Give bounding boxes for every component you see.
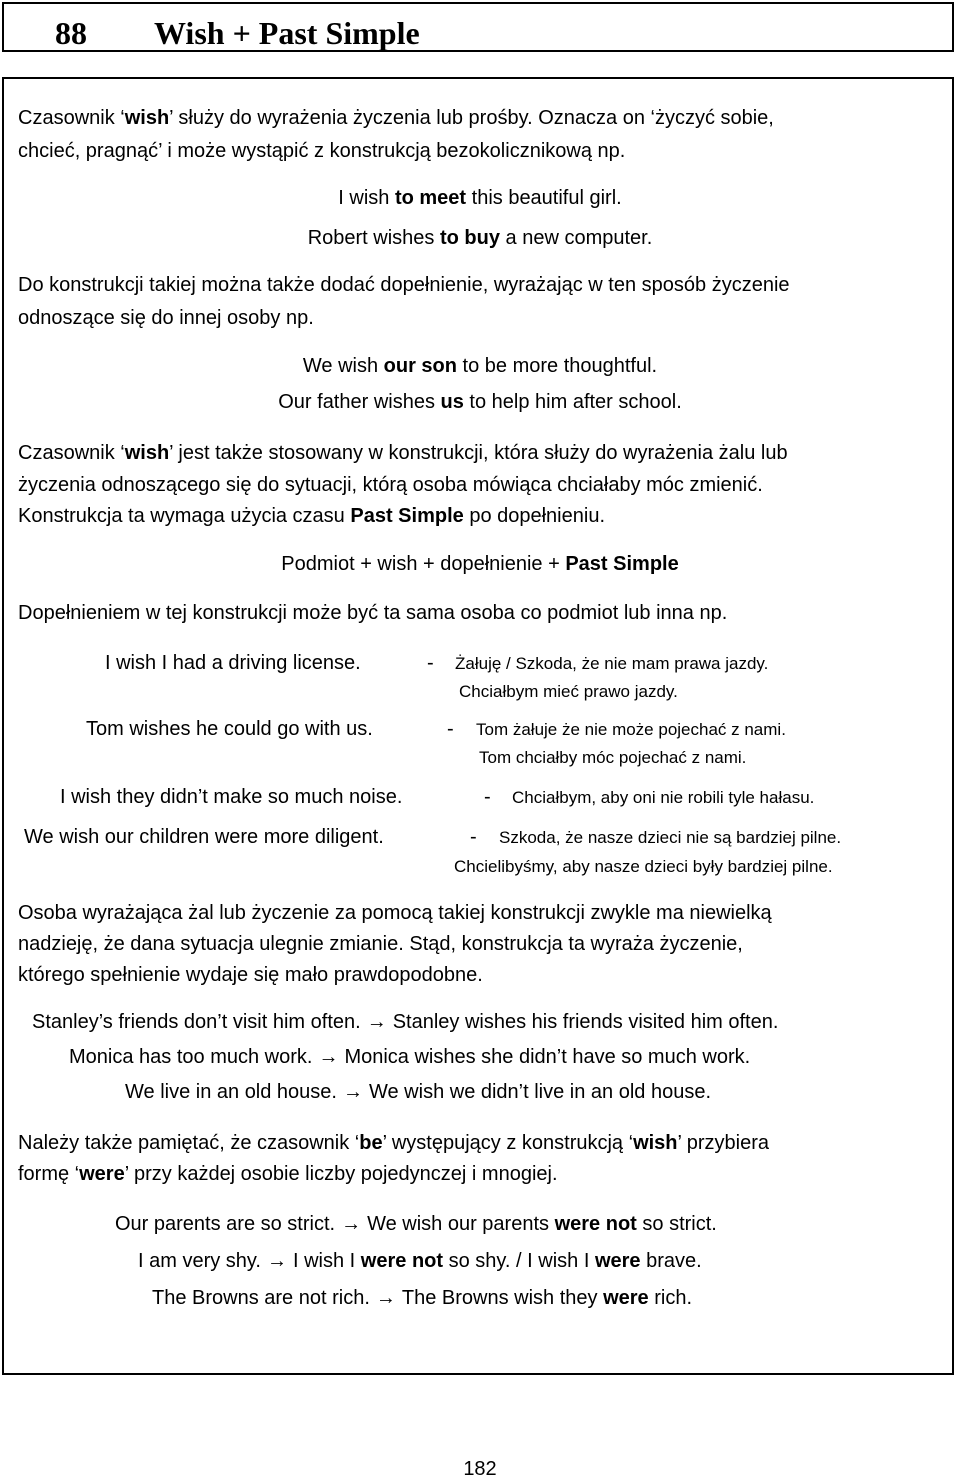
hope-line-3: którego spełnienie wydaje się mało prawdopodobne.	[18, 964, 483, 986]
regret-line-3: Konstrukcja ta wymaga użycia czasu Past Simple po dopełnieniu.	[18, 505, 605, 527]
hope-line-1: Osoba wyrażająca żal lub życzenie za pomocą takiej konstrukcji zwykle ma niewielką	[18, 902, 772, 924]
example-past-pl: Tom chciałby móc pojechać z nami.	[479, 748, 747, 767]
dash: -	[447, 718, 454, 740]
intro-line-1: Czasownik ‘wish’ służy do wyrażenia życzenia lub prośby. Oznacza on ‘życzyć sobie,	[18, 107, 774, 129]
example-arrow: We live in an old house. → We wish we didn’t live in an old house.	[125, 1081, 712, 1103]
example-arrow: Monica has too much work. → Monica wishes she didn’t have so much work.	[69, 1046, 751, 1068]
lesson-title: Wish + Past Simple	[154, 15, 420, 51]
arrow-right-icon: →	[342, 1081, 363, 1103]
example-past-pl: Chciałbym, aby oni nie robili tyle hałasu.	[512, 788, 815, 807]
be-note-line-2: formę ‘were’ przy każdej osobie liczby pojedynczej i mnogiej.	[18, 1163, 558, 1185]
subject-note: Dopełnieniem w tej konstrukcji może być ta sama osoba co podmiot lub inna np.	[18, 602, 728, 624]
arrow-right-icon: →	[267, 1250, 287, 1272]
dash: -	[470, 826, 477, 848]
complement-line-2: odnoszące się do innej osoby np.	[18, 307, 314, 329]
title-box	[2, 2, 954, 52]
arrow-right-icon: →	[341, 1213, 362, 1235]
example-past-pl: Chcielibyśmy, aby nasze dzieci były bardziej pilne.	[454, 857, 833, 876]
dash: -	[484, 786, 491, 808]
arrow-right-icon: →	[375, 1287, 396, 1309]
example-past-pl: Żałuję / Szkoda, że nie mam prawa jazdy.	[455, 654, 769, 673]
example-object: Our father wishes us to help him after school.	[278, 391, 682, 413]
formula: Podmiot + wish + dopełnienie + Past Simple	[281, 553, 679, 575]
lesson-number: 88	[55, 15, 87, 51]
page-number: 182	[463, 1458, 497, 1480]
arrow-right-icon: →	[318, 1046, 339, 1068]
complement-line-1: Do konstrukcji takiej można także dodać dopełnienie, wyrażając w ten sposób życzenie	[18, 274, 790, 296]
example-past-en: I wish they didn’t make so much noise.	[60, 786, 403, 808]
regret-line-2: życzenia odnoszącego się do sytuacji, którą osoba mówiąca chciałaby móc zmienić.	[18, 474, 763, 496]
dash: -	[427, 652, 434, 674]
example-past-pl: Szkoda, że nasze dzieci nie są bardziej pilne.	[499, 828, 842, 847]
example-past-en: I wish I had a driving license.	[105, 652, 361, 674]
hope-line-2: nadzieję, że dana sytuacja ulegnie zmianie. Stąd, konstrukcja ta wyraża życzenie,	[18, 933, 743, 955]
example-object: We wish our son to be more thoughtful.	[302, 355, 658, 377]
example-were: Our parents are so strict. → We wish our parents were not so strict.	[115, 1213, 717, 1235]
example-past-pl: Chciałbym mieć prawo jazdy.	[459, 682, 678, 701]
arrow-right-icon: →	[366, 1011, 387, 1033]
intro-line-2: chcieć, pragnąć’ i może wystąpić z konstrukcją bezokolicznikową np.	[18, 140, 626, 162]
example-past-pl: Tom żałuje że nie może pojechać z nami.	[476, 720, 786, 739]
example-past-en: Tom wishes he could go with us.	[86, 718, 373, 740]
example-infinitive: I wish to meet this beautiful girl.	[338, 187, 622, 209]
example-were: The Browns are not rich. → The Browns wish they were rich.	[152, 1287, 693, 1309]
example-were: I am very shy. → I wish I were not so shy. / I wish I were brave.	[138, 1250, 702, 1272]
regret-line-1: Czasownik ‘wish’ jest także stosowany w konstrukcji, która służy do wyrażenia żalu lub	[18, 442, 788, 464]
example-past-en: We wish our children were more diligent.	[24, 826, 384, 848]
be-note-line-1: Należy także pamiętać, że czasownik ‘be’ występujący z konstrukcją ‘wish’ przybiera	[18, 1132, 770, 1154]
example-arrow: Stanley’s friends don’t visit him often. → Stanley wishes his friends visited him often.	[32, 1011, 779, 1033]
example-infinitive: Robert wishes to buy a new computer.	[307, 227, 653, 249]
